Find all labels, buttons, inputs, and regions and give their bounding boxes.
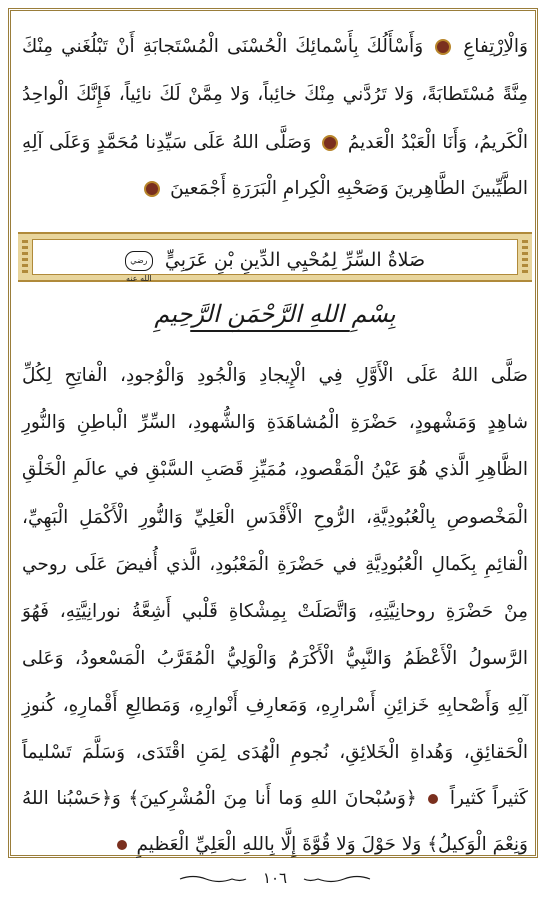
intro-line-1 [22, 38, 528, 57]
intro-line-4-text: الطَّيِّبينَ الطَّاهِرينَ وَصَحْبِهِ الْكِرامِ الْبَرَرَةِ أَجْمَعينَ [170, 178, 528, 199]
body-line-10-rest: ﴿وَسُبْحانَ اللهِ وَما أَنا مِنَ الْمُشْرِكينَ﴾ وَ﴿حَسْبُنا اللهُ [22, 788, 417, 809]
intro-line-1-start: وَالْاِرْتِفاعِ [463, 36, 528, 57]
intro-line-3-rest: وَصَلَّى اللهُ عَلَى سَيِّدِنا مُحَمَّدٍ وَعَلَى آلِهِ [22, 132, 312, 153]
rosette-ornament-icon [322, 135, 338, 151]
intro-line-3 [22, 134, 528, 153]
body-line-4: الْمَخْصوصِ بِالْعُبُودِيَّةِ، الرُّوحِ الْأَقْدَسِ الْعَلِيِّ وَالنُّورِ الْأَكْمَلِ الْبَهِيِّ، [22, 507, 528, 528]
page-number: ١٠٦ [262, 869, 288, 887]
basmala-underline [190, 330, 350, 332]
page-footer [0, 868, 550, 887]
body-line-7: الرَّسولُ الْأَعْظَمُ وَالنَّبِيُّ الْأَكْرَمُ وَالْوَلِيُّ الْمُقَرَّبُ الْمَسْعودُ، وَعَلى [22, 648, 528, 669]
intro-line-4 [22, 180, 528, 199]
radiya-allahu-seal-icon: رضي الله عنه [125, 251, 153, 271]
section-title-frame [32, 239, 518, 283]
body-line-9: الْحَقائِقِ، وَهُداةِ الْخَلائِقِ، نُجومِ الْهُدَى لِمَنِ اقْتَدَى، وَسَلَّمَ تَسْليماً [22, 742, 528, 763]
body-line-10 [22, 790, 528, 809]
body-line-6: مِنْ حَضْرَةِ روحانِيَّتِهِ، وَاتَّصَلَتْ بِمِشْكاةِ قَلْبي أَشِعَّةُ نورانِيَّتِهِ، فَهُوَ [22, 601, 528, 622]
body-line-11 [22, 836, 528, 855]
dot-ornament-icon [117, 840, 127, 850]
dot-ornament-icon [428, 794, 438, 804]
intro-line-2: مِنَّةً مُسْتَطابَةً، وَلا تَرُدَّني مِنْكَ خائِباً، وَلا مِمَّنْ لَكَ نائِياً، فَإِنَّكَ الْواحِدُ [22, 84, 528, 105]
body-line-11-text: وَنِعْمَ الْوَكيلُ﴾ وَلا حَوْلَ وَلا قُوَّةَ إِلَّا بِاللهِ الْعَلِيِّ الْعَظيمِ [136, 834, 528, 855]
section-title [33, 249, 517, 283]
flourish-left-icon [178, 874, 248, 884]
intro-line-1-rest: وَأَسْأَلُكَ بِأَسْمائِكَ الْحُسْنَى الْمُسْتَجابَةِ أَنْ تَبْلُغَني مِنْكَ [22, 36, 424, 57]
body-line-3: الظَّاهِرِ الَّذي هُوَ عَيْنُ الْمَقْصودِ، مُمَيِّزِ قَصَبِ السَّبْقِ في عالَمِ الْخَلْقِ [22, 459, 528, 480]
body-line-8: آلِهِ وَأَصْحابِهِ خَزائِنِ أَسْرارِهِ، وَمَعارِفِ أَنْوارِهِ، وَمَطالِعِ أَقْمارِهِ، كُنوزِ [22, 695, 528, 716]
section-title-text: صَلاةُ السِّرِّ لِمُحْيِي الدِّينِ بْنِ عَرَبِيٍّ [164, 249, 426, 271]
flourish-right-icon [302, 874, 372, 884]
body-line-5: الْقائِمِ بِكَمالِ الْعُبُودِيَّةِ في حَضْرَةِ الْمَعْبُودِ، الَّذي أُفيضَ عَلَى روحي [22, 554, 528, 575]
body-line-2: شاهِدٍ وَمَشْهودٍ، حَضْرَةِ الْمُشاهَدَةِ وَالشُّهودِ، السِّرِّ الْباطِنِ وَالنُّورِ [22, 412, 528, 433]
body-line-1: صَلَّى اللهُ عَلَى الْأَوَّلِ فِي الْإِيجادِ وَالْجُودِ وَالْوُجودِ، الْفاتِحِ لِكُلِّ [22, 365, 528, 386]
rosette-ornament-icon [144, 181, 160, 197]
rosette-ornament-icon [435, 39, 451, 55]
basmala: بِسْمِ اللهِ الرَّحْمَنِ الرَّحِيمِ [154, 300, 396, 328]
body-line-10-start: كَثيراً كَثيراً [449, 788, 528, 809]
section-title-band [18, 232, 532, 282]
intro-line-3-start: الْكَريمُ، وَأَنَا الْعَبْدُ الْعَديمُ [347, 132, 528, 153]
